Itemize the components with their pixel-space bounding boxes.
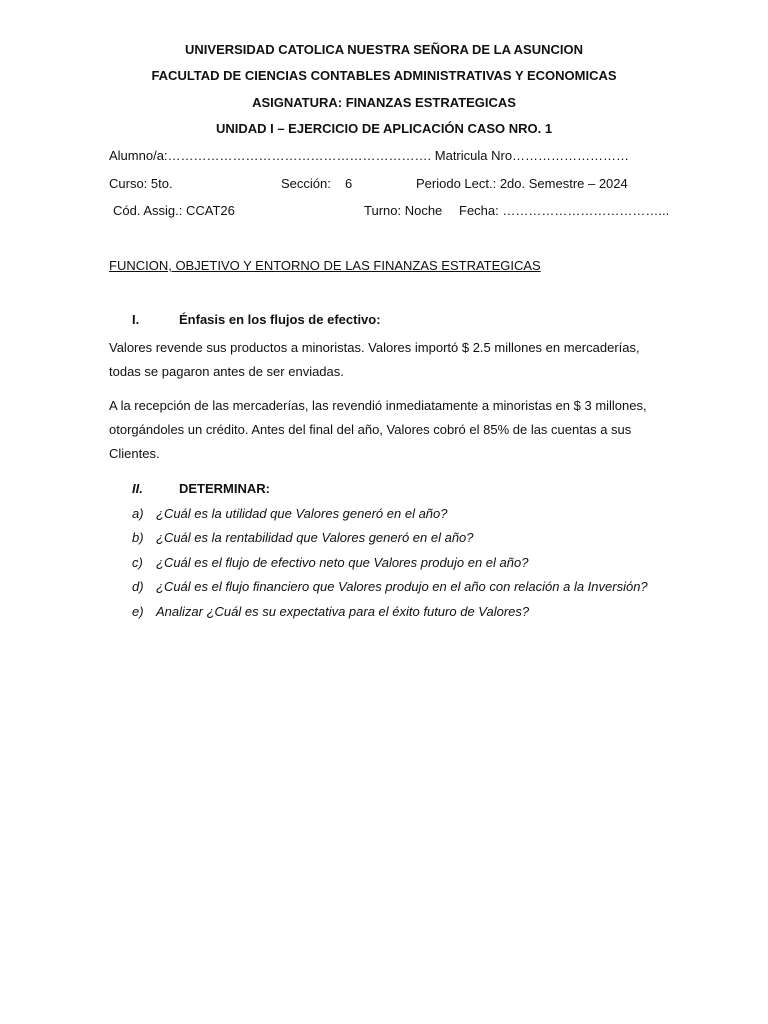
student-line: Alumno/a:……………………………………………………. Matricula Nro……………………… — [109, 148, 630, 163]
part2-heading: DETERMINAR: — [179, 481, 270, 496]
question-text: ¿Cuál es el flujo de efectivo neto que Valores produjo en el año? — [156, 555, 529, 570]
section-value: 6 — [345, 176, 353, 191]
section-title: FUNCION, OBJETIVO Y ENTORNO DE LAS FINANZAS ESTRATEGICAS — [109, 258, 541, 273]
question-item-a — [132, 506, 448, 521]
question-marker: d) — [132, 579, 144, 594]
question-text: ¿Cuál es el flujo financiero que Valores produjo en el año con relación a la Inversión? — [156, 579, 648, 594]
course-code: Cód. Assig.: CCAT26 — [113, 203, 235, 218]
question-marker: b) — [132, 530, 144, 545]
question-item-c — [132, 555, 528, 570]
part2-numeral: II. — [132, 481, 143, 496]
question-marker: c) — [132, 555, 143, 570]
date-field: Fecha: ………………………………... — [459, 203, 670, 218]
unit-title: UNIDAD I – EJERCICIO DE APLICACIÓN CASO NRO. 1 — [215, 121, 553, 136]
section-label: Sección: — [281, 176, 331, 191]
part1-numeral: I. — [132, 312, 140, 327]
subject-title: ASIGNATURA: FINANZAS ESTRATEGICAS — [252, 95, 516, 110]
shift-label: Turno: Noche — [364, 203, 443, 218]
question-item-b — [132, 530, 474, 545]
question-item-e — [132, 604, 529, 619]
paragraph-1-line-1: Valores revende sus productos a minoristas. Valores importó $ 2.5 millones en mercaderías, — [109, 340, 640, 355]
question-item-d — [132, 579, 648, 594]
part1-heading: Énfasis en los flujos de efectivo: — [179, 312, 381, 327]
question-marker: a) — [132, 506, 144, 521]
question-text: Analizar ¿Cuál es su expectativa para el éxito futuro de Valores? — [156, 604, 530, 619]
question-text: ¿Cuál es la rentabilidad que Valores generó en el año? — [156, 530, 474, 545]
paragraph-2-line-2: otorgándoles un crédito. Antes del final del año, Valores cobró el 85% de las cuentas a sus — [109, 422, 632, 437]
question-marker: e) — [132, 604, 144, 619]
question-text: ¿Cuál es la utilidad que Valores generó en el año? — [156, 506, 448, 521]
paragraph-1-line-2: todas se pagaron antes de ser enviadas. — [109, 364, 344, 379]
paragraph-2-line-1: A la recepción de las mercaderías, las revendió inmediatamente a minoristas en $ 3 millones, — [109, 398, 647, 413]
course-label: Curso: 5to. — [109, 176, 173, 191]
faculty-title: FACULTAD DE CIENCIAS CONTABLES ADMINISTRATIVAS Y ECONOMICAS — [151, 68, 617, 83]
university-title: UNIVERSIDAD CATOLICA NUESTRA SEÑORA DE LA ASUNCION — [185, 42, 583, 57]
period-label: Periodo Lect.: 2do. Semestre – 2024 — [416, 176, 628, 191]
paragraph-2-line-3: Clientes. — [109, 446, 160, 461]
